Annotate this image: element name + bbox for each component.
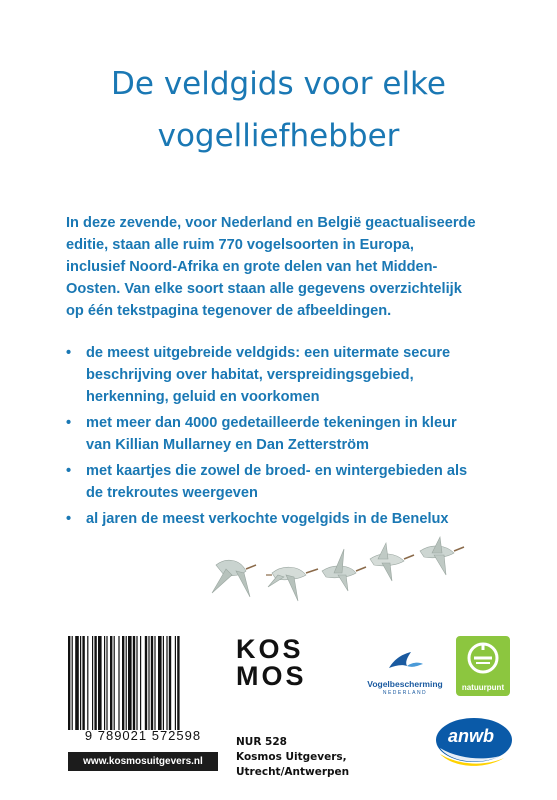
intro-line: op één tekstpagina tegenover de afbeeldingen.: [66, 303, 392, 319]
bird-icon: [370, 543, 414, 581]
intro-paragraph: [66, 212, 496, 322]
isbn-number: 9 789021 572598: [84, 728, 202, 743]
list-item: [66, 508, 506, 530]
vogelbescherming-country: NEDERLAND: [382, 690, 428, 696]
barcode-bar: [72, 636, 73, 730]
barcode-bar: [133, 636, 135, 730]
list-item: [66, 412, 506, 456]
list-item-line: met meer dan 4000 gedetailleerde tekeningen in kleur: [86, 415, 457, 431]
vogelbescherming-logo: [360, 650, 450, 696]
bullet-icon: •: [66, 415, 72, 431]
anwb-logo: [430, 712, 514, 770]
list-item: [66, 342, 506, 408]
barcode-bar: [175, 636, 176, 730]
natuurpunt-icon: [456, 636, 510, 680]
barcode-bar: [122, 636, 124, 730]
barcode-bar: [92, 636, 93, 730]
barcode-bar: [136, 636, 137, 730]
barcode-bar: [110, 636, 112, 730]
barcode-bar: [169, 636, 171, 730]
bird-icon: [385, 650, 425, 672]
barcode-bar: [80, 636, 81, 730]
publisher-info: [236, 735, 349, 780]
barcode-bar: [128, 636, 132, 730]
intro-line: In deze zevende, voor Nederland en België geactualiseerde: [66, 215, 476, 231]
barcode-bar: [177, 636, 179, 730]
list-item-line: beschrijving over habitat, verspreidingsgebied,: [86, 367, 414, 383]
publisher-city: Utrecht/Antwerpen: [236, 766, 350, 778]
bullet-icon: •: [66, 511, 72, 527]
barcode-bar: [140, 636, 141, 730]
barcode-bar: [87, 636, 88, 730]
intro-line: Oosten. Van elke soort staan alle gegevens overzichtelijk: [66, 281, 462, 297]
anwb-name: anwb: [448, 726, 495, 746]
barcode-bar: [154, 636, 155, 730]
bullet-icon: •: [66, 463, 72, 479]
barcode-bar: [126, 636, 127, 730]
vogelbescherming-name: Vogelbescherming: [367, 679, 443, 689]
barcode-bar: [98, 636, 102, 730]
natuurpunt-logo: [456, 636, 510, 696]
barcode-bar: [148, 636, 149, 730]
list-item-line: met kaartjes die zowel de broed- en wintergebieden als: [86, 463, 468, 479]
page-title: [0, 58, 557, 162]
barcode-bar: [106, 636, 107, 730]
publisher-name: Kosmos Uitgevers,: [236, 751, 347, 763]
bullet-icon: •: [66, 345, 72, 361]
barcode-bar: [163, 636, 164, 730]
feature-list: [66, 342, 506, 534]
list-item-line: de meest uitgebreide veldgids: een uitermate secure: [86, 345, 451, 361]
intro-line: inclusief Noord-Afrika en grote delen van het Midden-: [66, 259, 438, 275]
barcode-bar: [82, 636, 84, 730]
nur-code: NUR 528: [236, 736, 287, 748]
barcode-bars: [68, 636, 218, 730]
list-item-line: herkenning, geluid en voorkomen: [86, 389, 320, 405]
bird-icon: [212, 560, 256, 597]
intro-line: editie, staan alle ruim 770 vogelsoorten in Europa,: [66, 237, 414, 253]
list-item-line: al jaren de meest verkochte vogelgids in de Benelux: [86, 511, 449, 527]
barcode-bar: [145, 636, 147, 730]
barcode-bar: [158, 636, 162, 730]
publisher-logo: [236, 636, 316, 696]
bird-icon: [420, 537, 464, 575]
title-line: vogelliefhebber: [157, 118, 400, 154]
publisher-logo-line: KOS: [236, 634, 304, 664]
barcode-bar: [151, 636, 153, 730]
barcode-bar: [114, 636, 115, 730]
barcode: [68, 636, 218, 752]
barcode-bar: [75, 636, 79, 730]
natuurpunt-name: natuurpunt: [461, 683, 505, 692]
barcode-bar: [104, 636, 105, 730]
list-item: [66, 460, 506, 504]
website-url[interactable]: www.kosmosuitgevers.nl: [68, 752, 218, 771]
flying-birds-illustration: [206, 535, 486, 635]
bird-icon: [322, 549, 366, 591]
barcode-bar: [118, 636, 119, 730]
title-line: De veldgids voor elke: [111, 66, 446, 102]
barcode-bar: [68, 636, 70, 730]
barcode-bar: [94, 636, 96, 730]
bird-icon: [266, 567, 318, 601]
list-item-line: van Killian Mullarney en Dan Zetterström: [86, 437, 370, 453]
list-item-line: de trekroutes weergeven: [86, 485, 258, 501]
barcode-bar: [166, 636, 167, 730]
publisher-logo-line: MOS: [236, 661, 307, 691]
